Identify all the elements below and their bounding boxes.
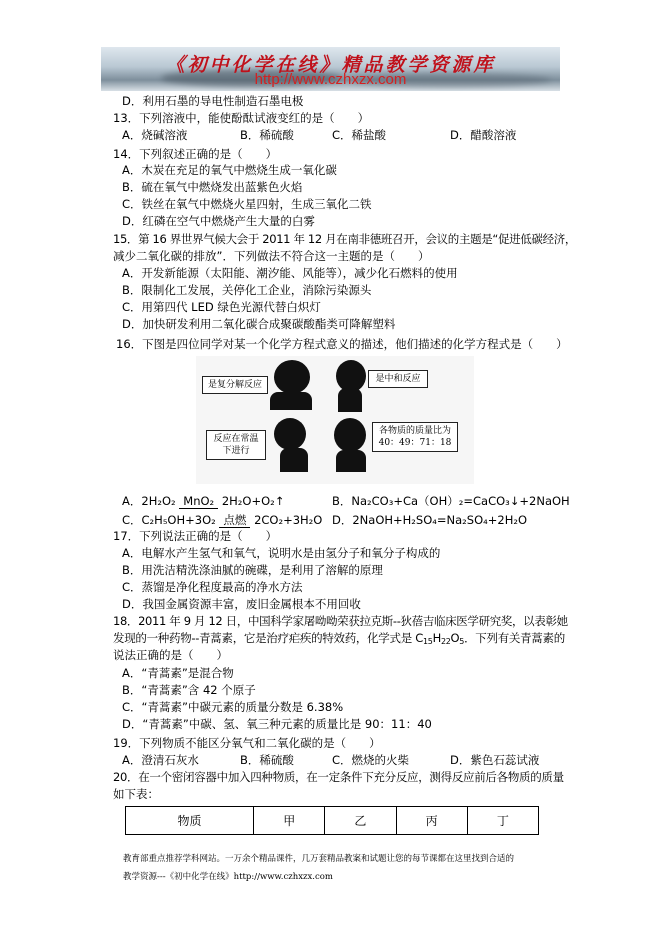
speech-bubble-3: 反应在常温下进行 xyxy=(206,430,266,460)
speech-bubble-1: 是复分解反应 xyxy=(202,376,268,394)
q16-stem: 16．下图是四位同学对某一个化学方程式意义的描述，他们描述的化学方程式是（ ） xyxy=(116,337,568,351)
q17-option-c: C．蒸馏是净化程度最高的净水方法 xyxy=(122,580,303,594)
reaction-condition: MnO₂ xyxy=(179,494,218,509)
banner-url[interactable]: http://www.czhxzx.com xyxy=(254,71,407,88)
q14-option-d: D．红磷在空气中燃烧产生大量的白雾 xyxy=(122,214,315,228)
q15-option-a: A．开发新能源（太阳能、潮汐能、风能等），减少化石燃料的使用 xyxy=(122,266,458,280)
q13-option-c: C．稀盐酸 xyxy=(332,128,387,142)
bubble-4-line1: 各物质的质量比为 xyxy=(378,426,451,436)
q14-stem: 14．下列叙述正确的是（ ） xyxy=(113,147,278,161)
header-banner xyxy=(101,47,560,91)
student-3-icon xyxy=(274,418,306,450)
footer-line2[interactable]: 教学资源---《初中化学在线》http://www.czhxzx.com xyxy=(123,872,333,882)
q17-option-a: A．电解水产生氢气和氧气，说明水是由氢分子和氧分子构成的 xyxy=(122,546,441,560)
q15-option-b: B．限制化工发展，关停化工企业，消除污染源头 xyxy=(122,283,372,297)
table-header-cell: 丁 xyxy=(467,807,538,835)
q16-cartoon-figure xyxy=(196,356,474,484)
q14-option-a: A．木炭在充足的氧气中燃烧生成一氧化碳 xyxy=(122,163,337,177)
q16-option-d: D．2NaOH+H₂SO₄=Na₂SO₄+2H₂O xyxy=(332,513,527,527)
q16-option-a: A．2H₂O₂ MnO₂ 2H₂O+O₂↑ xyxy=(122,494,285,508)
q12-option-d: D．利用石墨的导电性制造石墨电极 xyxy=(122,94,304,108)
footer-line1: 教育部重点推荐学科网站。一万余个精品课件，几万套精品教案和试题让您的每节课都在这里找到合适的 xyxy=(123,854,515,864)
q13-option-b: B．稀硫酸 xyxy=(240,128,294,142)
q13-option-a: A．烧碱溶液 xyxy=(122,128,188,142)
q15-option-d: D．加快研发利用二氧化碳合成聚碳酸酯类可降解塑料 xyxy=(122,317,396,331)
q16-option-b: B．Na₂CO₃+Ca（OH）₂=CaCO₃↓+2NaOH xyxy=(332,494,570,508)
q18-stem-line1: 18．2011 年 9 月 12 日，中国科学家屠呦呦荣获拉克斯--狄蓓吉临床医学研究奖，以表彰她 xyxy=(113,614,568,628)
bubble-4-line2: 40：49：71：18 xyxy=(378,438,452,448)
student-4-icon xyxy=(334,418,366,452)
table-header-row xyxy=(126,807,539,835)
q15-option-c: C．用第四代 LED 绿色光源代替白炽灯 xyxy=(122,300,321,314)
banner-title: 《初中化学在线》精品教学资源库 xyxy=(165,54,496,76)
q15-stem-line1: 15．第 16 界世界气候大会于 2011 年 12 月在南非德班召开，会议的主题是“促进低碳经济， xyxy=(113,232,577,246)
q19-option-b: B．稀硫酸 xyxy=(240,753,294,767)
q20-stem-line2: 如下表： xyxy=(113,787,159,801)
q16-option-c: C．C₂H₅OH+3O₂ 点燃 2CO₂+3H₂O xyxy=(122,513,323,527)
table-header-cell: 乙 xyxy=(325,807,396,835)
q18-option-b: B．“青蒿素”含 42 个原子 xyxy=(122,683,256,697)
q19-options xyxy=(0,753,661,767)
q17-option-d: D．我国金属资源丰富，废旧金属根本不用回收 xyxy=(122,597,361,611)
mass-table xyxy=(125,806,539,835)
q17-stem: 17．下列说法正确的是（ ） xyxy=(113,529,278,543)
q13-stem: 13．下列溶液中，能使酚酞试液变红的是（ ） xyxy=(113,111,370,125)
q14-option-c: C．铁丝在氧气中燃烧火星四射，生成三氧化二铁 xyxy=(122,197,372,211)
speech-bubble-2: 是中和反应 xyxy=(368,370,428,388)
q15-stem-line2: 减少二氧化碳的排放”．下列做法不符合这一主题的是（ ） xyxy=(113,249,430,263)
q18-option-d: D．“青蒿素”中碳、氢、氧三种元素的质量比是 90：11：40 xyxy=(122,717,432,731)
table-header-cell: 物质 xyxy=(126,807,254,835)
table-header-cell: 丙 xyxy=(396,807,467,835)
q13-options xyxy=(0,128,661,142)
q18-option-c: C．“青蒿素”中碳元素的质量分数是 6.38% xyxy=(122,700,344,714)
q17-option-b: B．用洗洁精洗涤油腻的碗碟，是利用了溶解的原理 xyxy=(122,563,383,577)
q19-option-d: D．紫色石蕊试液 xyxy=(450,753,540,767)
q19-stem: 19．下列物质不能区分氧气和二氧化碳的是（ ） xyxy=(113,736,381,750)
student-1-icon xyxy=(274,360,310,394)
q20-stem-line1: 20．在一个密闭容器中加入四种物质，在一定条件下充分反应，测得反应前后各物质的质量 xyxy=(113,770,564,784)
q19-option-c: C．燃烧的火柴 xyxy=(332,753,410,767)
q18-stem-line2: 发现的一种药物--青蒿素，它是治疗疟疾的特效药，化学式是 $C_{15}H_{22}O_5$．下列有关青蒿素的 xyxy=(113,631,565,646)
q18-option-a: A．“青蒿素”是混合物 xyxy=(122,666,234,680)
table-header-cell: 甲 xyxy=(254,807,325,835)
q18-stem-line3: 说法正确的是（ ） xyxy=(113,648,228,662)
q14-option-b: B．硫在氧气中燃烧发出蓝紫色火焰 xyxy=(122,180,303,194)
speech-bubble-4 xyxy=(372,422,458,452)
reaction-condition: 点燃 xyxy=(219,513,250,528)
q13-option-d: D．醋酸溶液 xyxy=(450,128,517,142)
q19-option-a: A．澄清石灰水 xyxy=(122,753,199,767)
